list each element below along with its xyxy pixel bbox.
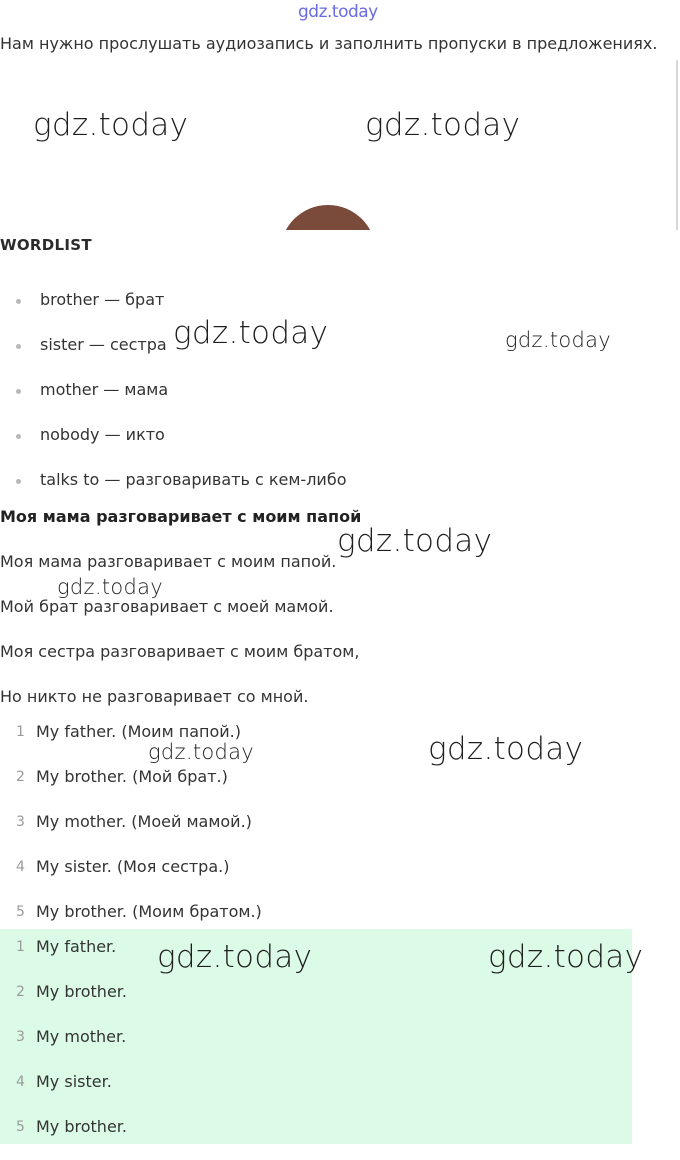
watermark: gdz.today (365, 107, 521, 143)
watermark: gdz.today (57, 575, 164, 599)
watermark: gdz.today (337, 523, 493, 559)
bullet-icon (16, 299, 21, 304)
watermark: gdz.today (33, 107, 189, 143)
bullet-icon (16, 389, 21, 394)
watermark: gdz.today (173, 315, 329, 351)
sentence: Но никто не разговаривает со мной. (0, 687, 309, 706)
watermark: gdz.today (488, 939, 644, 975)
watermark-top: gdz.today (298, 2, 378, 22)
bullet-icon (16, 434, 21, 439)
sentence: Мой брат разговаривает с моей мамой. (0, 597, 334, 616)
scrollbar[interactable] (676, 60, 678, 230)
photo (280, 205, 376, 230)
watermark: gdz.today (157, 939, 313, 975)
task-intro: Нам нужно прослушать аудиозапись и заполнить пропуски в предложениях. (0, 34, 658, 53)
watermark: gdz.today (148, 740, 255, 764)
watermark: gdz.today (505, 328, 612, 352)
watermark: gdz.today (428, 731, 584, 767)
bullet-icon (16, 344, 21, 349)
sentence: Моя сестра разговаривает с моим братом, (0, 642, 360, 661)
section-title: Моя мама разговаривает с моим папой (0, 507, 362, 526)
wordlist-heading: WORDLIST (0, 236, 92, 254)
bullet-icon (16, 479, 21, 484)
sentence: Моя мама разговаривает с моим папой. (0, 552, 337, 571)
